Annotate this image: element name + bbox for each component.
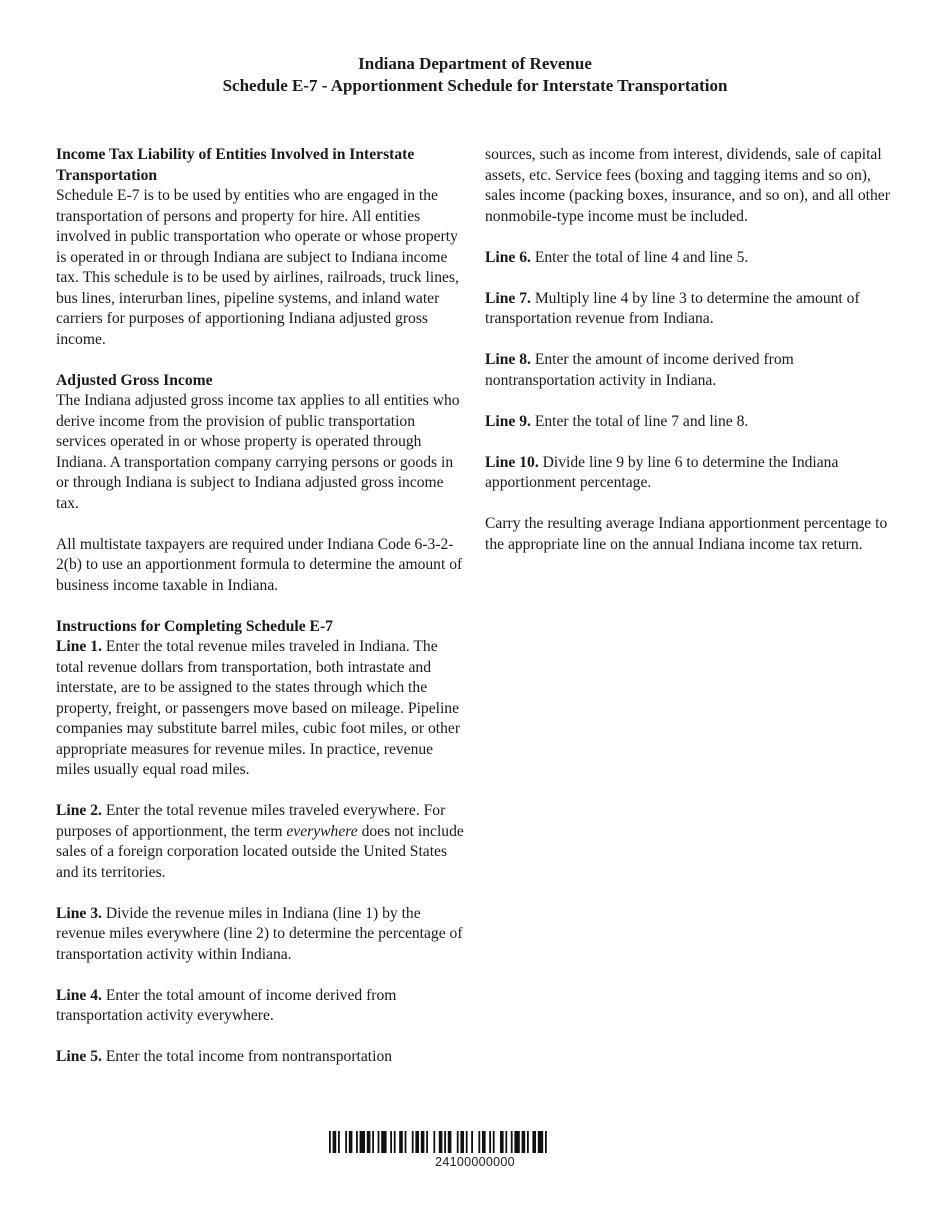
line1-label: Line 1.	[56, 638, 102, 655]
liability-section	[56, 145, 468, 350]
carry-paragraph	[485, 514, 897, 555]
barcode-icon	[329, 1131, 621, 1153]
instructions-line1	[56, 617, 468, 781]
line10-label: Line 10.	[485, 453, 539, 471]
page-header	[0, 53, 950, 97]
instructions-line5	[56, 1047, 468, 1068]
line1-text: Enter the total revenue miles traveled in Indiana. The total revenue dollars from transportation, both intrastate and interstate, are to be assigned to the states through which the property, freight, or passengers move based on mileage. Pipeline companies may substitute barrel miles, cubic foot miles, or other appropriate measures for revenue miles. In practice, revenue miles usually equal road miles.	[56, 638, 461, 778]
instructions-line4	[56, 986, 468, 1027]
line5-text: Enter the total income from nontransportation	[101, 1048, 393, 1065]
line4-label: Line 4.	[56, 986, 102, 1004]
agi-section	[56, 371, 468, 515]
agi-body: The Indiana adjusted gross income tax applies to all entities who derive income from the provision of public transportation services operated in or whose property is operated through Indiana. A transportation company carrying persons or goods in or through Indiana is subject to Indiana adjusted gross income tax.	[56, 392, 460, 512]
line8-text: Enter the amount of income derived from nontransportation activity in Indiana.	[485, 351, 794, 389]
line8-label: Line 8.	[485, 351, 531, 368]
barcode-number: 24100000000	[435, 1155, 515, 1169]
multistate-paragraph	[56, 535, 468, 597]
liability-heading: Income Tax Liability of Entities Involved in Interstate Transportation	[56, 146, 415, 184]
instructions-line3	[56, 904, 468, 966]
instructions-line9	[485, 412, 897, 433]
liability-body: Schedule E-7 is to be used by entities who are engaged in the transportation of persons and property for hire. All entities involved in public transportation who operate or whose property is operated in or through Indiana are subject to Indiana income tax. This schedule is to be used by airlines, railroads, truck lines, bus lines, interurban lines, pipeline systems, and inland water carriers for purposes of apportioning Indiana adjusted gross income.	[56, 187, 459, 348]
agi-heading: Adjusted Gross Income	[56, 371, 213, 389]
schedule-title: Schedule E-7 - Apportionment Schedule for Interstate Transportation	[222, 76, 728, 95]
multistate-body: All multistate taxpayers are required under Indiana Code 6-3-2-2(b) to use an apportionment formula to determine the amount of business income taxable in Indiana.	[56, 535, 463, 594]
line9-text: Enter the total of line 7 and line 8.	[530, 412, 749, 430]
line2-label: Line 2.	[56, 802, 102, 819]
line7-text: Multiply line 4 by line 3 to determine the amount of transportation revenue from Indiana.	[485, 289, 860, 327]
line3-label: Line 3.	[56, 904, 102, 922]
carry-text: Carry the resulting average Indiana apportionment percentage to the appropriate line on the annual Indiana income tax return.	[485, 515, 888, 553]
instructions-line8	[485, 350, 897, 391]
instructions-line2	[56, 801, 468, 883]
instructions-line6	[485, 248, 897, 269]
instructions-line10	[485, 453, 897, 494]
line5-continuation	[485, 145, 897, 227]
line6-label: Line 6.	[485, 248, 531, 266]
right-column	[485, 145, 897, 576]
line2-emphasis: everywhere	[286, 822, 358, 840]
line2-text-b: does not include sales of a foreign corporation located outside the United States and its territories.	[56, 822, 464, 881]
barcode-block	[329, 1131, 621, 1169]
line5-cont-text: sources, such as income from interest, dividends, sale of capital assets, etc. Service fees (boxing and tagging items and so on), sales income (packing boxes, insurance, and so on), and all other nonmobile-type income must be included.	[485, 146, 890, 225]
line2-text-a: Enter the total revenue miles traveled everywhere. For purposes of apportionment, the term	[56, 802, 446, 840]
instructions-heading: Instructions for Completing Schedule E-7	[56, 617, 333, 635]
line7-label: Line 7.	[485, 289, 531, 307]
line10-text: Divide line 9 by line 6 to determine the Indiana apportionment percentage.	[485, 453, 839, 491]
line6-text: Enter the total of line 4 and line 5.	[530, 248, 749, 266]
left-column	[56, 145, 468, 1068]
line9-label: Line 9.	[485, 412, 531, 430]
agency-name: Indiana Department of Revenue	[358, 54, 592, 73]
line3-text: Divide the revenue miles in Indiana (line 1) by the revenue miles everywhere (line 2) to determine the percentage of transportation activity within Indiana.	[56, 904, 463, 963]
line4-text: Enter the total amount of income derived from transportation activity everywhere.	[56, 986, 397, 1024]
line5-label: Line 5.	[56, 1048, 102, 1065]
instructions-line7	[485, 289, 897, 330]
